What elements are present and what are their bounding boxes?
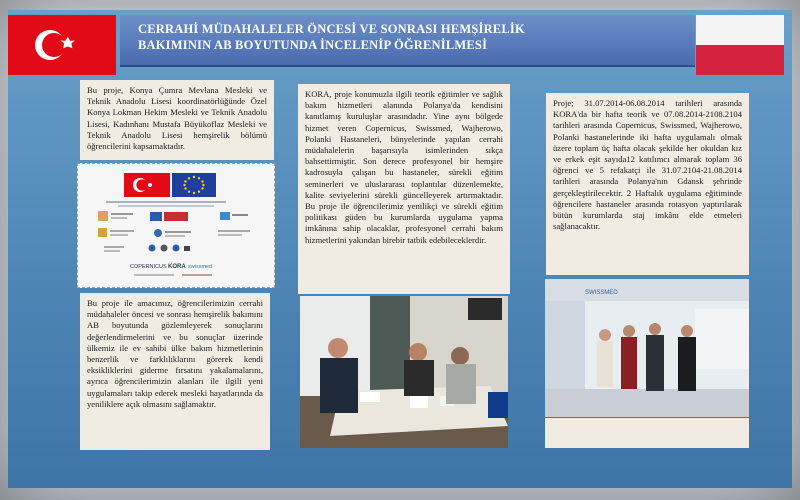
turkey-flag-icon [8,15,116,75]
poland-flag-icon [696,15,784,75]
schedule-text-panel [546,93,749,275]
meeting-photo [300,296,508,448]
poster-title [138,21,678,53]
poster-title-banner [120,15,695,67]
aim-text-panel [80,293,270,450]
poster-title-line-1: CERRAHİ MÜDAHALELER ÖNCESİ VE SONRASI HEMŞİRELİK [138,22,525,36]
intro-text: Bu proje, Konya Çumra Mevlana Mesleki ve Teknik Anadolu Lisesi koordinatörlüğünde Özel Konya Lokman Hekim Mesleki ve Teknik Anadolu Lisesi, Kadınhanı Mustafa Büyükoflaz Mesleki ve Teknik Anadolu Lisesi hemşirelik bölümü öğrencilerini kapsamaktadır. [87,85,267,152]
swissmed-sign: SWISSMED [585,290,618,296]
copernicus-logo: COPERNICUS [130,264,167,270]
partner-logos-panel [77,163,275,288]
empty-footer-panel [545,418,749,448]
intro-text-panel [80,80,274,160]
eu-flag-icon [172,173,216,197]
turkey-flag-icon [124,173,170,197]
poster-title-line-2: BAKIMININ AB BOYUTUNDA İNCELENİP ÖĞRENİLMESİ [138,38,488,52]
kora-logo: KORA [168,264,186,270]
kora-text-panel [298,84,510,294]
group-photo [545,279,749,417]
aim-text: Bu proje ile amacımız, öğrencilerimizin cerrahi müdahaleler öncesi ve sonrası hemşirelik bakımını AB boyutunda gözlemleyerek sonuçlarını değerlendirmelerini ve bu sonuçlar üzerinde ülkemiz ile ev sahibi ülke bakım hizmetlerinin benzerlik ve farklılıklarını görerek kendi eksikliklerini giderme fırsatını yakalamalarını, ayrıca öğrencilerimizin alanları ile ilgili yeni uygulamaları takip ederek mesleki hayatlarında da yeniliklere açık olmasını sağlamaktır. [87,298,263,409]
schedule-text: Proje; 31.07.2014-06.08.2014 tarihleri arasında KORA'da bir hafta teorik ve 07.08.2014-2108.2104 tarihleri arasında Copernicus, Swissmed, Wajherowo, Polanki hastanelerinde iki hafta uygulamalı olmak üzere toplam üç hafta olacak şekilde her okuldan kız ve erkek eşit sayıda12 katılımcı almarak toplam 36 öğrenci ve 5 refakatçi ile 31.07.2104-21.08.2014 tarihleri arasında Polanya'nın Gdansk şehrinde gerçekleştirilecektir. 2 Haftalık uygulama eğitiminde öğrencilere hastaneler arasında rotasyon yaptırılarak bütün kurumlarda staj imkânı elde etmeleri sağlanacaktır. [553,98,742,232]
swissmed-logo: swissmed [188,264,213,270]
kora-text: KORA, proje konumuzla ilgili teorik eğitimler ve sağlık bakım hizmetleri alanında Polanya'da kendisini kanıtlamış kuruluşlar arasındadır. Yine aynı bölgede hizmet veren Copernicus, Swissmed, Wajherowo, Polanki Hastaneleri, bünyelerinde yapılan cerrahi müdahalelerin başarısıyla isimlerinden sıkça bahsettirmiştir. Son derece profesyonel bir hemşire kadrosuyla çalışan bu hastaneler, sürekli eğitim seminerleri ve uluslararası toplantılar düzenlemekte, kalite seviyelerini sürekli güncelleyerek artırmaktadır. Bu proje ile öğrencilerimiz yenilikçi ve sürekli eğitim politikası güden bu kurumlarda uygulama yapma imkânına sahip olacaklar, profesyonel cerrahi bakım hizmetlerini yakından birebir tatbik edebileceklerdir. [305,89,503,245]
